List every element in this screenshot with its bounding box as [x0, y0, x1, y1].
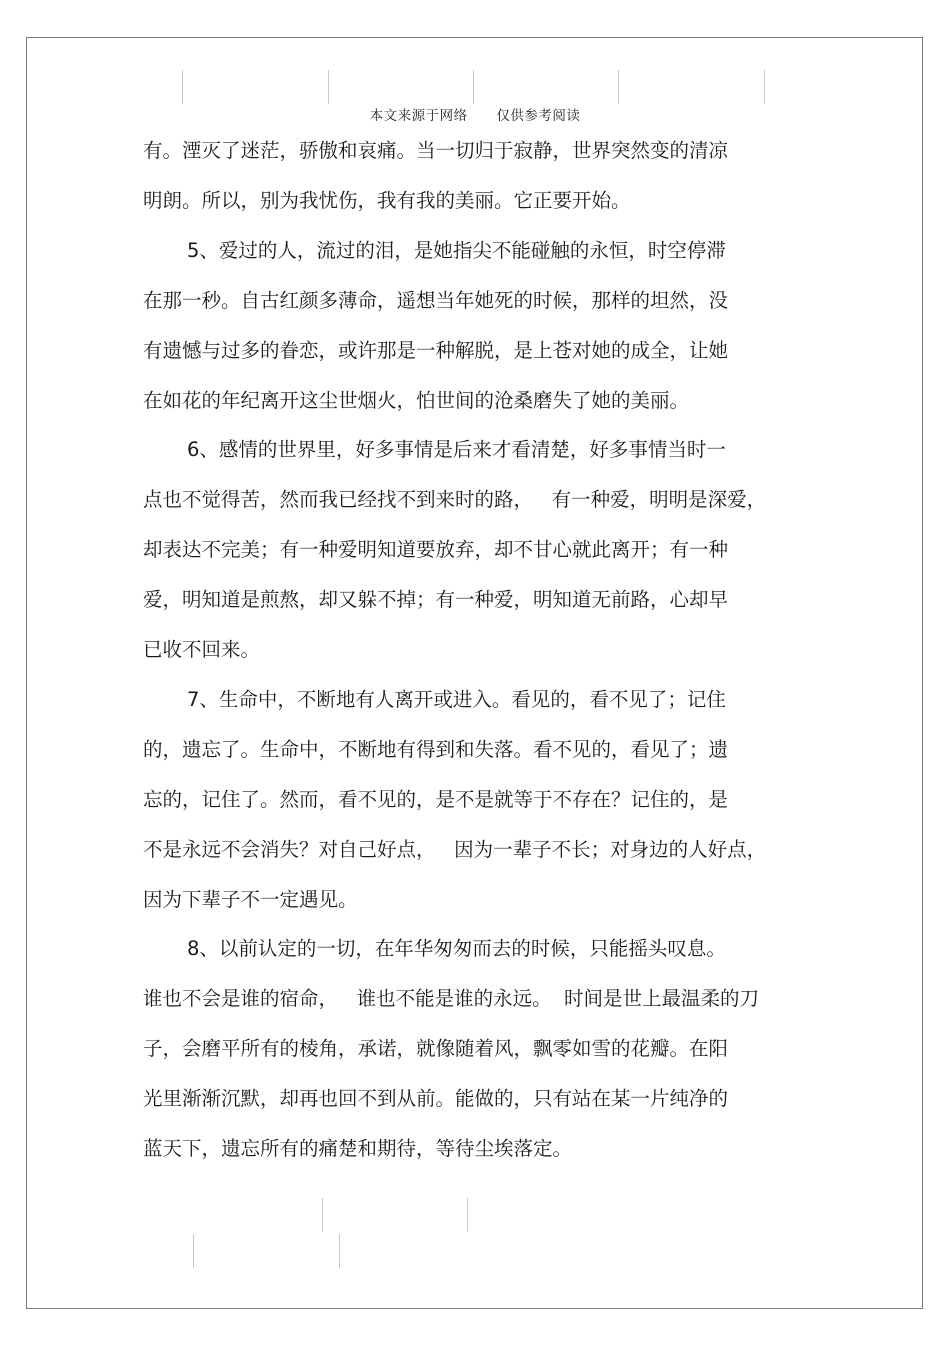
paragraph-start-line: 6、感情的世界里，好多事情是后来才看清楚，好多事情当时一 [187, 438, 726, 461]
bottom-divider-2 [467, 1198, 468, 1232]
top-divider-2 [328, 70, 329, 104]
text-line: 不是永远不会消失？对自己好点， 因为一辈子不长；对身边的人好点， [143, 838, 767, 861]
text-line: 明朗。所以，别为我忧伤，我有我的美丽。它正要开始。 [143, 189, 631, 212]
paragraph-start-line: 7、生命中，不断地有人离开或进入。看见的，看不见了；记住 [187, 688, 726, 711]
text-line: 在如花的年纪离开这尘世烟火，怕世间的沧桑磨失了她的美丽。 [143, 389, 690, 412]
bottom-divider-4 [339, 1234, 340, 1268]
top-divider-3 [473, 70, 474, 104]
bottom-divider-1 [322, 1198, 323, 1232]
bottom-divider-3 [193, 1234, 194, 1268]
text-line: 点也不觉得苦，然而我已经找不到来时的路， 有一种爱，明明是深爱， [143, 488, 767, 511]
paragraph-start-line: 5、爱过的人，流过的泪，是她指尖不能碰触的永恒，时空停滞 [187, 239, 726, 262]
top-divider-1 [182, 70, 183, 104]
text-line: 在那一秒。自古红颜多薄命，遥想当年她死的时候，那样的坦然，没 [143, 289, 729, 312]
header-note: 本文来源于网络 仅供参考阅读 [369, 108, 581, 124]
text-line: 爱，明知道是煎熬，却又躲不掉；有一种爱，明知道无前路，心却早 [143, 588, 729, 611]
text-line: 因为下辈子不一定遇见。 [143, 888, 358, 911]
text-line: 光里渐渐沉默，却再也回不到从前。能做的，只有站在某一片纯净的 [143, 1087, 729, 1110]
text-line: 子，会磨平所有的棱角，承诺，就像随着风，飘零如雪的花瓣。在阳 [143, 1037, 729, 1060]
text-line: 忘的，记住了。然而，看不见的，是不是就等于不存在？记住的，是 [143, 788, 729, 811]
text-line: 已收不回来。 [143, 638, 261, 661]
page-frame [26, 37, 923, 1309]
top-divider-4 [618, 70, 619, 104]
text-line: 谁也不会是谁的宿命， 谁也不能是谁的永远。 时间是世上最温柔的刀 [143, 987, 759, 1010]
text-line: 有。湮灭了迷茫，骄傲和哀痛。当一切归于寂静，世界突然变的清凉 [143, 139, 729, 162]
text-line: 有遗憾与过多的眷恋，或许那是一种解脱，是上苍对她的成全，让她 [143, 339, 729, 362]
paragraph-start-line: 8、以前认定的一切，在年华匆匆而去的时候，只能摇头叹息。 [187, 937, 726, 960]
text-line: 却表达不完美；有一种爱明知道要放弃，却不甘心就此离开；有一种 [143, 538, 729, 561]
top-divider-5 [764, 70, 765, 104]
text-line: 的，遗忘了。生命中，不断地有得到和失落。看不见的，看见了；遗 [143, 738, 729, 761]
text-line: 蓝天下，遗忘所有的痛楚和期待，等待尘埃落定。 [143, 1137, 573, 1160]
